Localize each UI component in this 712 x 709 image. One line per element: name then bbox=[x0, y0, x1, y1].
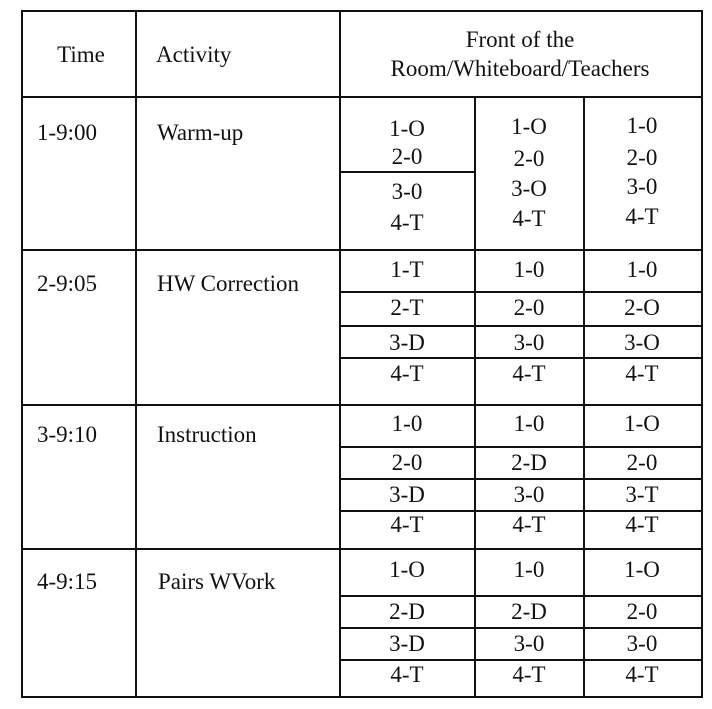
seat-cell: 4-T bbox=[625, 361, 659, 386]
divider-activity-front bbox=[339, 10, 341, 697]
seat-cell: 3-D bbox=[389, 482, 425, 507]
seat-cell: 2-0 bbox=[513, 146, 545, 171]
seat-cell: 2-D bbox=[511, 450, 547, 475]
seat-cell: 1-O bbox=[389, 116, 425, 141]
seat-cell: 3-0 bbox=[391, 179, 423, 204]
seat-cell: 1-O bbox=[511, 114, 547, 139]
seat-cell: 3-0 bbox=[626, 174, 658, 199]
header-front-line1: Front of the bbox=[465, 27, 575, 52]
subdivider-row2 bbox=[339, 325, 703, 327]
seat-cell: 3-0 bbox=[513, 482, 545, 507]
subdivider-row4 bbox=[339, 627, 703, 629]
seat-cell: 1-O bbox=[624, 557, 660, 582]
seat-cell: 3-T bbox=[625, 482, 659, 507]
table-border-left bbox=[21, 10, 23, 697]
seat-cell: 2-D bbox=[389, 599, 425, 624]
subdivider-row1 bbox=[339, 171, 475, 173]
row-time: 2-9:05 bbox=[37, 271, 98, 296]
divider-row2-row3 bbox=[21, 404, 703, 406]
seat-cell: 4-T bbox=[625, 512, 659, 537]
seat-cell: 1-T bbox=[390, 257, 424, 282]
seat-cell: 2-0 bbox=[626, 145, 658, 170]
subdivider-row2 bbox=[339, 291, 703, 293]
divider-row3-row4 bbox=[21, 548, 703, 550]
seat-cell: 2-O bbox=[624, 295, 660, 320]
seat-cell: 1-0 bbox=[626, 113, 658, 138]
seat-cell: 2-D bbox=[511, 599, 547, 624]
divider-time-activity bbox=[135, 10, 137, 697]
seat-cell: 4-T bbox=[390, 361, 424, 386]
seat-cell: 1-0 bbox=[626, 257, 658, 282]
table-border-right bbox=[701, 10, 703, 697]
row-time: 3-9:10 bbox=[37, 422, 98, 447]
seat-cell: 1-O bbox=[389, 557, 425, 582]
seat-cell: 4-T bbox=[512, 361, 546, 386]
seat-cell: 4-T bbox=[390, 662, 424, 687]
header-time: Time bbox=[57, 42, 105, 67]
table-border-top bbox=[21, 10, 703, 12]
row-activity: Instruction bbox=[157, 422, 257, 447]
seat-cell: 2-0 bbox=[391, 144, 423, 169]
divider-group-col2-col3 bbox=[583, 96, 585, 697]
seat-cell: 3-D bbox=[389, 631, 425, 656]
row-activity: HW Correction bbox=[157, 271, 300, 296]
seat-cell: 3-0 bbox=[626, 631, 658, 656]
seat-cell: 3-O bbox=[511, 176, 547, 201]
seat-cell: 3-D bbox=[389, 330, 425, 355]
subdivider-row4 bbox=[339, 659, 703, 661]
row-activity: Warm-up bbox=[157, 120, 244, 145]
seat-cell: 1-0 bbox=[391, 411, 423, 436]
divider-header-row1 bbox=[21, 96, 703, 98]
subdivider-row3 bbox=[339, 446, 703, 448]
row-time: 1-9:00 bbox=[37, 120, 98, 145]
header-activity: Activity bbox=[156, 42, 232, 67]
divider-row1-row2 bbox=[21, 249, 703, 251]
subdivider-row4 bbox=[339, 595, 703, 597]
seat-cell: 1-0 bbox=[513, 557, 545, 582]
seat-cell: 2-0 bbox=[626, 450, 658, 475]
subdivider-row2 bbox=[339, 357, 703, 359]
seat-cell: 4-T bbox=[625, 204, 659, 229]
seat-cell: 4-T bbox=[390, 210, 424, 235]
seat-cell: 4-T bbox=[512, 512, 546, 537]
seat-cell: 1-0 bbox=[513, 257, 545, 282]
seat-cell: 3-0 bbox=[513, 631, 545, 656]
seat-cell: 4-T bbox=[512, 206, 546, 231]
seat-cell: 2-0 bbox=[513, 295, 545, 320]
seat-cell: 2-T bbox=[390, 295, 424, 320]
subdivider-row3 bbox=[339, 478, 703, 480]
seat-cell: 2-0 bbox=[626, 599, 658, 624]
seat-cell: 4-T bbox=[625, 662, 659, 687]
row-activity: Pairs WVork bbox=[158, 569, 276, 594]
header-front-line2: Room/Whiteboard/Teachers bbox=[390, 56, 650, 81]
seat-cell: 3-O bbox=[624, 330, 660, 355]
seat-cell: 1-0 bbox=[513, 411, 545, 436]
seat-cell: 2-0 bbox=[391, 450, 423, 475]
seat-cell: 4-T bbox=[390, 512, 424, 537]
table-border-bottom bbox=[21, 696, 703, 698]
divider-group-col1-col2 bbox=[474, 96, 476, 697]
seat-cell: 3-0 bbox=[513, 330, 545, 355]
seat-cell: 1-O bbox=[624, 411, 660, 436]
seat-cell: 4-T bbox=[512, 662, 546, 687]
row-time: 4-9:15 bbox=[37, 569, 98, 594]
